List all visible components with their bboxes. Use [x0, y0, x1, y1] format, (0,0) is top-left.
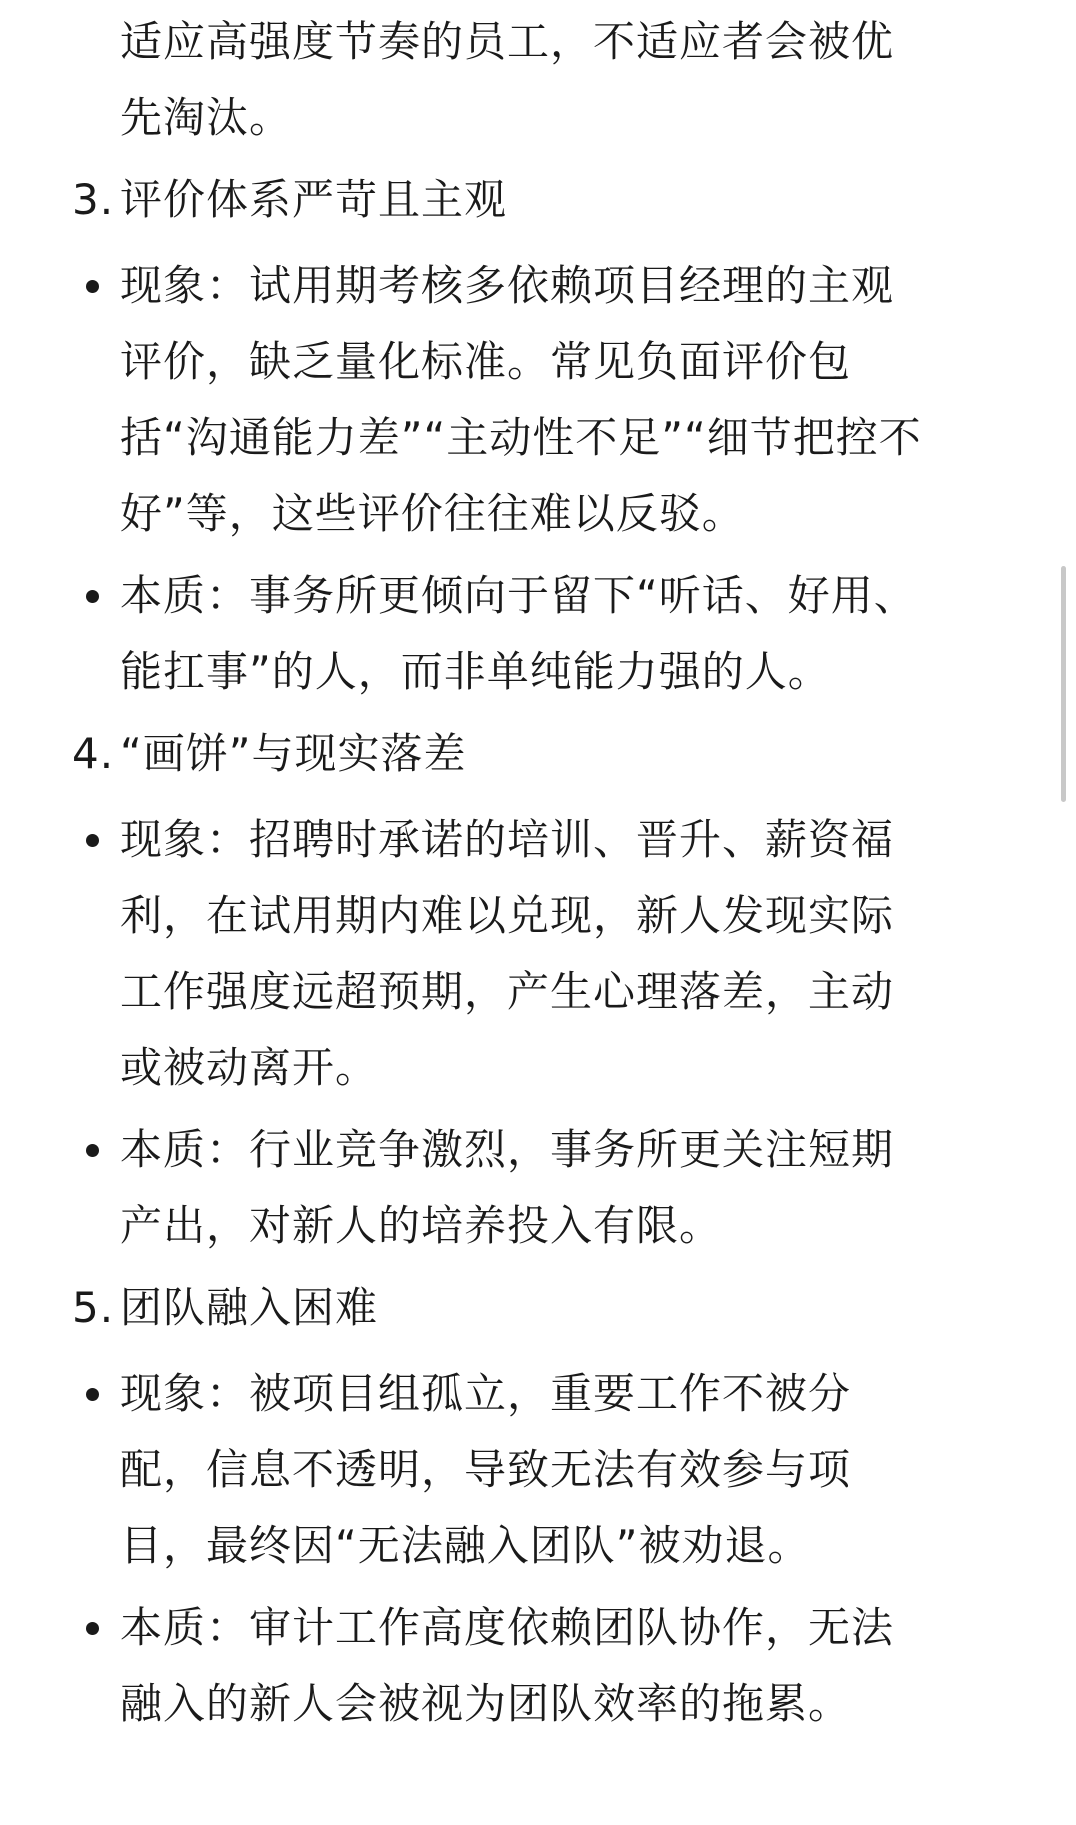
intro-line-1: 适应高强度节奏的员工，不适应者会被优: [120, 17, 895, 66]
list-item-line: 产出，对新人的培养投入有限。: [120, 1201, 723, 1250]
clipped-line: [120, 0, 1076, 4]
list-item-line: 能扛事”的人，而非单纯能力强的人。: [120, 647, 831, 696]
list-item: [0, 558, 1076, 710]
section-number: 5.: [72, 1283, 115, 1332]
list-item-line: 利，在试用期内难以兑现，新人发现实际: [120, 891, 895, 940]
list-item-line: 评价，缺乏量化标准。常见负面评价包: [120, 337, 852, 386]
list-item-line: 或被动离开。: [120, 1043, 379, 1092]
list-item: [0, 1590, 1076, 1742]
list-item-line: 现象：被项目组孤立，重要工作不被分: [120, 1369, 852, 1418]
list-item-line: 现象：试用期考核多依赖项目经理的主观: [120, 261, 895, 310]
section-heading: [0, 1270, 1076, 1346]
bullet-icon: [86, 1622, 99, 1635]
list-item-line: 目，最终因“无法融入团队”被劝退。: [120, 1521, 811, 1570]
section-number: 3.: [72, 175, 115, 224]
list-item-line: 本质：审计工作高度依赖团队协作，无法: [120, 1603, 895, 1652]
section-number: 4.: [72, 729, 115, 778]
list-item-line: 本质：事务所更倾向于留下“听话、好用、: [120, 571, 917, 620]
bullet-icon: [86, 1388, 99, 1401]
section-title: “画饼”与现实落差: [120, 729, 467, 778]
clipped-line-text: [120, 0, 1076, 4]
list-item: [0, 248, 1076, 552]
intro-line-2: 先淘汰。: [120, 93, 293, 142]
list-item-line: 融入的新人会被视为团队效率的拖累。: [120, 1679, 852, 1728]
intro-paragraph: [0, 0, 1076, 156]
section-heading: [0, 162, 1076, 238]
list-item: [0, 1112, 1076, 1264]
section-title: 评价体系严苛且主观: [120, 175, 508, 224]
list-item: [0, 1356, 1076, 1584]
list-item-line: 配，信息不透明，导致无法有效参与项: [120, 1445, 852, 1494]
section-title: 团队融入困难: [120, 1283, 379, 1332]
list-item-line: 工作强度远超预期，产生心理落差，主动: [120, 967, 895, 1016]
bullet-icon: [86, 1144, 99, 1157]
bullet-icon: [86, 280, 99, 293]
list-item-line: 好”等，这些评价往往难以反驳。: [120, 489, 745, 538]
section-heading: [0, 716, 1076, 792]
scrollbar-thumb[interactable]: [1061, 566, 1066, 802]
bullet-icon: [86, 590, 99, 603]
list-item: [0, 802, 1076, 1106]
list-item-line: 本质：行业竞争激烈，事务所更关注短期: [120, 1125, 895, 1174]
bullet-icon: [86, 834, 99, 847]
list-item-line: 括“沟通能力差”“主动性不足”“细节把控不: [120, 413, 922, 462]
list-item-line: 现象：招聘时承诺的培训、晋升、薪资福: [120, 815, 895, 864]
